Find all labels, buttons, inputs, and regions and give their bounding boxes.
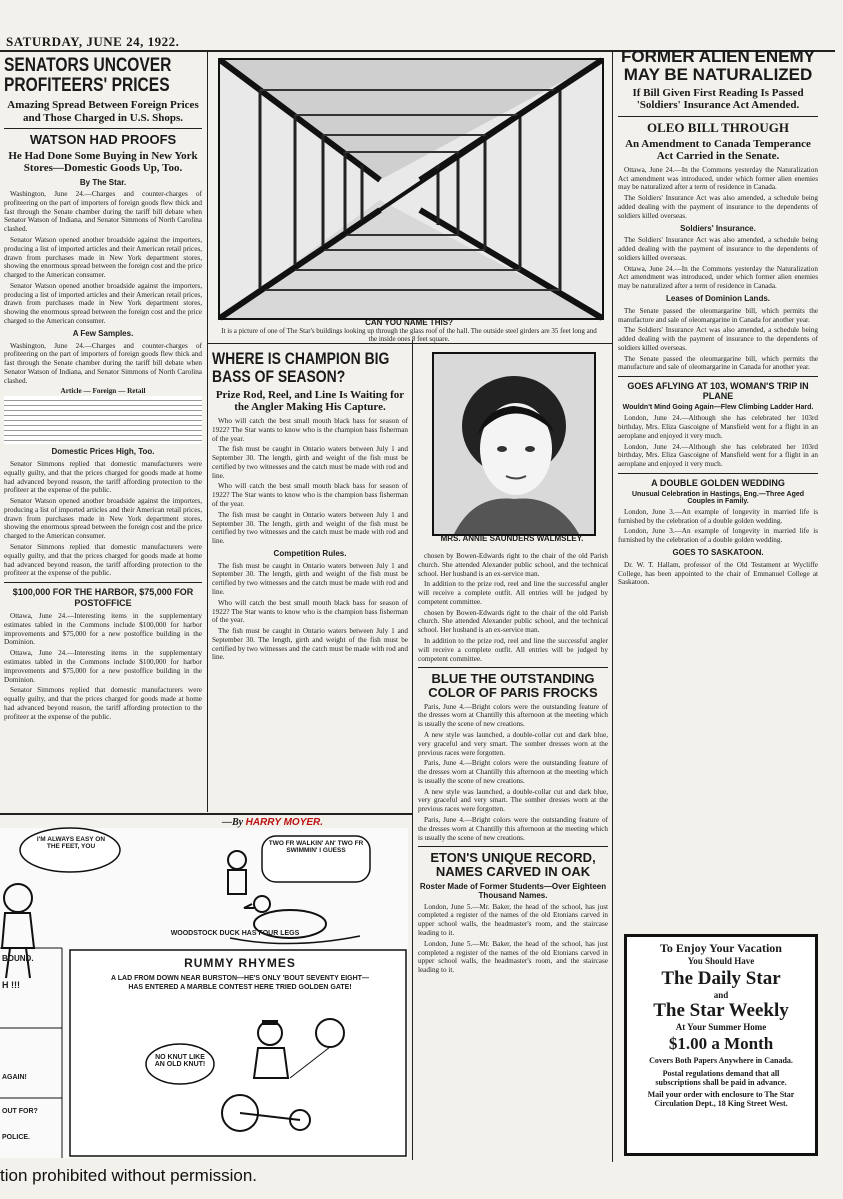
paragraph: Ottawa, June 24.—Interesting items in the supplementary estimates tabled in the Commons include $100,000 for harbor improvements and $75,000 for a new postoffice building in the Dominion. — [4, 649, 202, 684]
deck-aflying: Wouldn't Mind Going Again—Flew Climbing Ladder Hard. — [622, 404, 814, 412]
paragraph: The Soldiers' Insurance Act was also amended, a schedule being added dealing with the payment of insurance to the dependents of soldiers killed overseas. — [618, 326, 818, 352]
rummy-rhymes-title: RUMMY RHYMES — [184, 956, 296, 970]
paragraph: A new style was launched, a double-collar cut and dark blue, very graceful and very smart. The somber dresses worn at the previous races were forgotten. — [418, 787, 608, 814]
article-aflying — [618, 414, 818, 469]
deck-wedding: Unusual Celebration in Hastings, Eng.—Three Aged Couples in Family. — [631, 490, 805, 505]
portrait-photo — [432, 352, 596, 536]
paragraph: chosen by Bowen-Edwards right to the chair of the old Parish church. She attended Alexander public school, and the technical school. Her husband is an ex-service man. — [418, 608, 608, 635]
headline-paris: BLUE THE OUTSTANDING COLOR OF PARIS FROCKS — [428, 671, 598, 701]
divider — [4, 128, 202, 129]
divider — [618, 376, 818, 377]
headline-eton: ETON'S UNIQUE RECORD, NAMES CARVED IN OAK — [430, 850, 596, 880]
paragraph: The fish must be caught in Ontario waters between July 1 and September 30. The length, girth and weight of the fish must be certified by two witnesses and the catch must be made with rod and line. — [212, 510, 408, 546]
ad-and: and — [713, 990, 729, 1000]
column-middle — [418, 552, 608, 1162]
ad-line: Mail your order with enclosure to The Star Circulation Dept., 18 King Street West. — [647, 1090, 795, 1108]
headline-oleo: OLEO BILL THROUGH — [646, 119, 790, 135]
deck-senators: Amazing Spread Between Foreign Prices and Those Charged in U.S. Shops. — [7, 98, 199, 124]
subscription-ad — [624, 934, 818, 1156]
ad-line: At Your Summer Home — [675, 1022, 767, 1032]
paragraph: chosen by Bowen-Edwards right to the chair of the old Parish church. She attended Alexander public school, and the technical school. Her husband is an ex-service man. — [418, 552, 608, 578]
paragraph: Ottawa, June 24.—In the Commons yesterday the Naturalization Act amendment was introduced, under which former alien enemies may be naturalized after a term of residence in Canada. — [618, 165, 818, 192]
paragraph: The Soldiers' Insurance Act was also amended, a schedule being added dealing with the payment of insurance to the dependents of soldiers killed overseas. — [618, 236, 818, 262]
paragraph: A new style was launched, a double-collar cut and dark blue, very graceful and very smart. The somber dresses worn at the previous races were forgotten. — [418, 731, 608, 757]
section-head: Soldiers' Insurance. — [680, 223, 756, 233]
section-head: Leases of Dominion Lands. — [665, 294, 770, 304]
copyright-footer: tion prohibited without permission. — [0, 1166, 258, 1185]
deck-bass: Prize Rod, Reel, and Line Is Waiting for the Angler Making His Capture. — [215, 388, 405, 414]
portrait-caption: MRS. ANNIE SAUNDERS WALMSLEY. — [440, 534, 584, 543]
paragraph: Dr. W. T. Hallam, professor of the Old Testament at Wycliffe College, has been appointed to the chair of Emmanuel College at Saskatoon. — [618, 560, 818, 587]
paragraph: Ottawa, June 24.—In the Commons yesterday the Naturalization Act amendment was introduced, under which former alien enemies may be naturalized after a term of residence in Canada. — [618, 264, 818, 291]
strip-text: POLICE. — [2, 1134, 31, 1141]
paragraph: Senator Watson opened another broadside against the importers, producing a list of imported articles and their American retail prices, drawn from purchases made in New York department stores, showing the enormous spread between the foreign cost and the price charged to the American consumer. — [4, 497, 202, 541]
cartoon-panel — [0, 828, 408, 1158]
paragraph: Washington, June 24.—Charges and counter-charges of profiteering on the part of importers of foreign goods flew thick and fast through the Senate chamber during the tariff bill debate when Senator Watson of Indiana, and Senator Simmons of North Carolina clashed. — [4, 341, 202, 385]
rummy-rhymes-text: A LAD FROM DOWN NEAR BURSTON—HE'S ONLY 'BOUT SEVENTY EIGHT—HAS ENTERED A MARBLE CONTEST HERE TRIED GOLDEN GATE! — [111, 975, 369, 992]
headline-aflying: GOES AFLYING AT 103, WOMAN'S TRIP IN PLANE — [627, 381, 809, 402]
paragraph: The fish must be caught in Ontario waters between July 1 and September 30. The length, girth and weight of the fish must be certified by two witnesses and the catch must be made with rod and line. — [212, 445, 408, 480]
paragraph: The Senate passed the oleomargarine bill, which permits the manufacture and sale of oleomargarine in Canada for another year. — [618, 306, 818, 324]
section-head: GOES TO SASKATOON. — [672, 548, 764, 558]
article-senators — [4, 190, 202, 721]
section-head: Competition Rules. — [273, 548, 347, 558]
byline: By The Star. — [79, 178, 127, 188]
paragraph: London, June 5.—Mr. Baker, the head of the school, has just completed a register of the names of the old Etonians carved in upper school walls, the headmaster's room, and the staircase leading to it. — [418, 902, 608, 937]
headline-wedding: A DOUBLE GOLDEN WEDDING — [651, 477, 785, 488]
article-walmsley — [418, 552, 608, 663]
paragraph: Senator Simmons replied that domestic manufacturers were equally guilty, and that the prices charged for goods made at home had advanced beyond reason, the tariff affording protection to the profiteer at the expense of the public. — [4, 686, 202, 721]
cartoon-top-rule — [0, 813, 412, 815]
article-bass — [212, 417, 408, 662]
caption-text: It is a picture of one of The Star's buildings looking up through the glass roof of the hall. The outside steel girders are 35 feet long and the inside ones 8 feet square. — [221, 327, 597, 344]
headline-senators: SENATORS UNCOVER PROFITEERS' PRICES — [4, 55, 172, 96]
paragraph: Paris, June 4.—Bright colors were the outstanding feature of the dresses worn at Chantilly this afternoon at the meeting which is usually the scene of new creations. — [418, 816, 608, 842]
section-head: Domestic Prices High, Too. — [51, 447, 155, 457]
column-divider — [612, 52, 613, 1162]
deck-oleo: An Amendment to Canada Temperance Act Carried in the Senate. — [625, 137, 811, 163]
paragraph: Who will catch the best small mouth black bass for season of 1922? The Star wants to know who is the champion bass fisherman of the year. — [212, 416, 408, 443]
cartoon-drawing — [0, 828, 408, 1158]
paragraph: London, June 24.—Although she has celebrated her 103rd birthday, Mrs. Eliza Gascoigne of Mansfield went for a flight in an aeroplane and enjoyed it very much. — [618, 442, 818, 469]
paragraph: In addition to the prize rod, reel and line the successful angler will receive a complete outfit. All entries will be judged by competent committee. — [418, 580, 608, 606]
paragraph: Senator Watson opened another broadside against the importers, producing a list of imported articles and their American retail prices, drawn from purchases made in New York department stores, showing the enormous spread between the foreign cost and the price charged to the American consumer. — [4, 235, 202, 280]
paragraph: London, June 24.—Although she has celebrated her 103rd birthday, Mrs. Eliza Gascoigne of Mansfield went for a flight in an aeroplane and enjoyed it very much. — [618, 414, 818, 440]
divider — [618, 116, 818, 117]
paragraph: Senator Simmons replied that domestic manufacturers were equally guilty, and that the prices charged for goods made at home had advanced beyond reason, the tariff affording protection to the profiteer at the expense of the public. — [4, 543, 202, 578]
paragraph: Ottawa, June 24.—Interesting items in the supplementary estimates tabled in the Commons include $100,000 for harbor improvements and $75,000 for a new postoffice building in the Dominion. — [4, 612, 202, 647]
column-senators — [4, 56, 202, 816]
divider — [418, 846, 608, 847]
paragraph: Who will catch the best small mouth black bass for season of 1922? The Star wants to know who is the champion bass fisherman of the year. — [212, 598, 408, 625]
cartoon-caption: WOODSTOCK DUCK HAS FOUR LEGS — [170, 930, 300, 937]
paragraph: Senator Watson opened another broadside against the importers, producing a list of imported articles and their American retail prices, drawn from purchases made in New York department stores, showing the enormous spread between the foreign cost and the price charged to the American consumer. — [4, 281, 202, 326]
divider — [418, 667, 608, 668]
headline-alien: FORMER ALIEN ENEMY MAY BE NATURALIZED — [621, 47, 815, 84]
column-right — [618, 48, 818, 928]
article-alien — [618, 166, 818, 372]
paragraph: In addition to the prize rod, reel and line the successful angler will receive a complete outfit. All entries will be judged by competent committee. — [418, 637, 608, 663]
column-divider — [412, 340, 413, 1160]
girder-illustration — [220, 60, 602, 318]
paragraph: The Soldiers' Insurance Act was also amended, a schedule being added dealing with the payment of insurance to the dependents of soldiers killed overseas. — [618, 194, 818, 220]
article-eton — [418, 903, 608, 975]
speech-bubble: NO KNUT LIKE AN OLD KNUT! — [154, 1054, 206, 1068]
photo-girders — [218, 58, 604, 320]
deck-watson: He Had Done Some Buying in New York Stores—Domestic Goods Up, Too. — [8, 149, 198, 175]
ad-line: Postal regulations demand that all subscriptions shall be paid in advance. — [655, 1069, 787, 1087]
paragraph: London, June 5.—Mr. Baker, the head of the school, has just completed a register of the names of the old Etonians carved in upper school walls, the headmaster's room, and the staircase leading to it. — [418, 939, 608, 975]
ad-price: $1.00 a Month — [668, 1034, 774, 1053]
paragraph: Paris, June 4.—Bright colors were the outstanding feature of the dresses worn at Chantilly this afternoon at the meeting which is usually the scene of new creations. — [418, 702, 608, 729]
strip-text: OUT FOR? — [2, 1108, 38, 1115]
cartoon-byline — [222, 817, 323, 828]
section-rule — [208, 343, 612, 344]
ad-line: To Enjoy Your Vacation — [660, 941, 782, 955]
paragraph: London, June 3.—An example of longevity in married life is furnished by the celebration of a double golden wedding. — [618, 507, 818, 525]
strip-text: AGAIN! — [2, 1074, 27, 1081]
speech-bubble: I'M ALWAYS EASY ON THE FEET, YOU — [36, 836, 106, 850]
strip-text: H !!! — [2, 980, 20, 990]
subhead-watson: WATSON HAD PROOFS — [29, 132, 177, 148]
paragraph: Who will catch the best small mouth black bass for season of 1922? The Star wants to know who is the champion bass fisherman of the year. — [212, 482, 408, 508]
headline-bass: WHERE IS CHAMPION BIG BASS OF SEASON? — [212, 349, 390, 386]
price-table-header: Article — Foreign — Retail — [60, 387, 146, 396]
caption-title: CAN YOU NAME THIS? — [365, 318, 453, 327]
paragraph: The fish must be caught in Ontario waters between July 1 and September 30. The length, girth and weight of the fish must be certified by two witnesses and the catch must be made with rod and line. — [212, 627, 408, 662]
column-bass — [212, 350, 408, 810]
column-divider — [207, 52, 208, 812]
ad-title-daily-star: The Daily Star — [661, 968, 781, 989]
strip-text: BOUND. — [2, 954, 34, 963]
paragraph: Washington, June 24.—Charges and counter-charges of profiteering on the part of importers of foreign goods flew thick and fast through the Senate chamber during the tariff bill debate when Senator Watson of Indiana, and Senator Simmons of North Carolina clashed. — [4, 190, 202, 234]
byline-prefix: —By — [222, 817, 244, 828]
article-wedding — [618, 508, 818, 587]
deck-eton: Roster Made of Former Students—Over Eighteen Thousand Names. — [419, 881, 607, 900]
deck-alien: If Bill Given First Reading Is Passed 'Soldiers' Insurance Act Amended. — [632, 86, 804, 112]
ad-line: You Should Have — [687, 956, 755, 966]
figure-caption — [218, 318, 600, 344]
divider — [618, 473, 818, 474]
paragraph: London, June 3.—An example of longevity in married life is furnished by the celebration of a double golden wedding. — [618, 527, 818, 545]
article-paris — [418, 703, 608, 843]
section-head: A Few Samples. — [72, 328, 134, 338]
headline-harbor: $100,000 FOR THE HARBOR, $75,000 FOR POSTOFFICE — [12, 587, 194, 609]
ad-title-star-weekly: The Star Weekly — [653, 1000, 789, 1021]
paragraph: The Senate passed the oleomargarine bill, which permits the manufacture and sale of oleomargarine in Canada for another year. — [618, 354, 818, 372]
cartoon-artist: HARRY MOYER. — [245, 817, 324, 828]
ad-line: Covers Both Papers Anywhere in Canada. — [649, 1056, 793, 1065]
divider — [4, 582, 202, 583]
dateline: SATURDAY, JUNE 24, 1922. — [6, 34, 180, 49]
paragraph: Senator Simmons replied that domestic manufacturers were equally guilty, and that the prices charged for goods made at home had advanced beyond reason, the tariff affording protection to the profiteer at the expense of the public. — [4, 459, 202, 495]
portrait-illustration — [434, 354, 594, 534]
paragraph: Paris, June 4.—Bright colors were the outstanding feature of the dresses worn at Chantilly this afternoon at the meeting which is usually the scene of new creations. — [418, 759, 608, 785]
paragraph: The fish must be caught in Ontario waters between July 1 and September 30. The length, girth and weight of the fish must be certified by two witnesses and the catch must be made with rod and line. — [212, 561, 408, 596]
price-table — [4, 396, 202, 444]
speech-bubble: TWO FR WALKIN' AN' TWO FR SWIMMIN' I GUESS — [268, 840, 364, 854]
